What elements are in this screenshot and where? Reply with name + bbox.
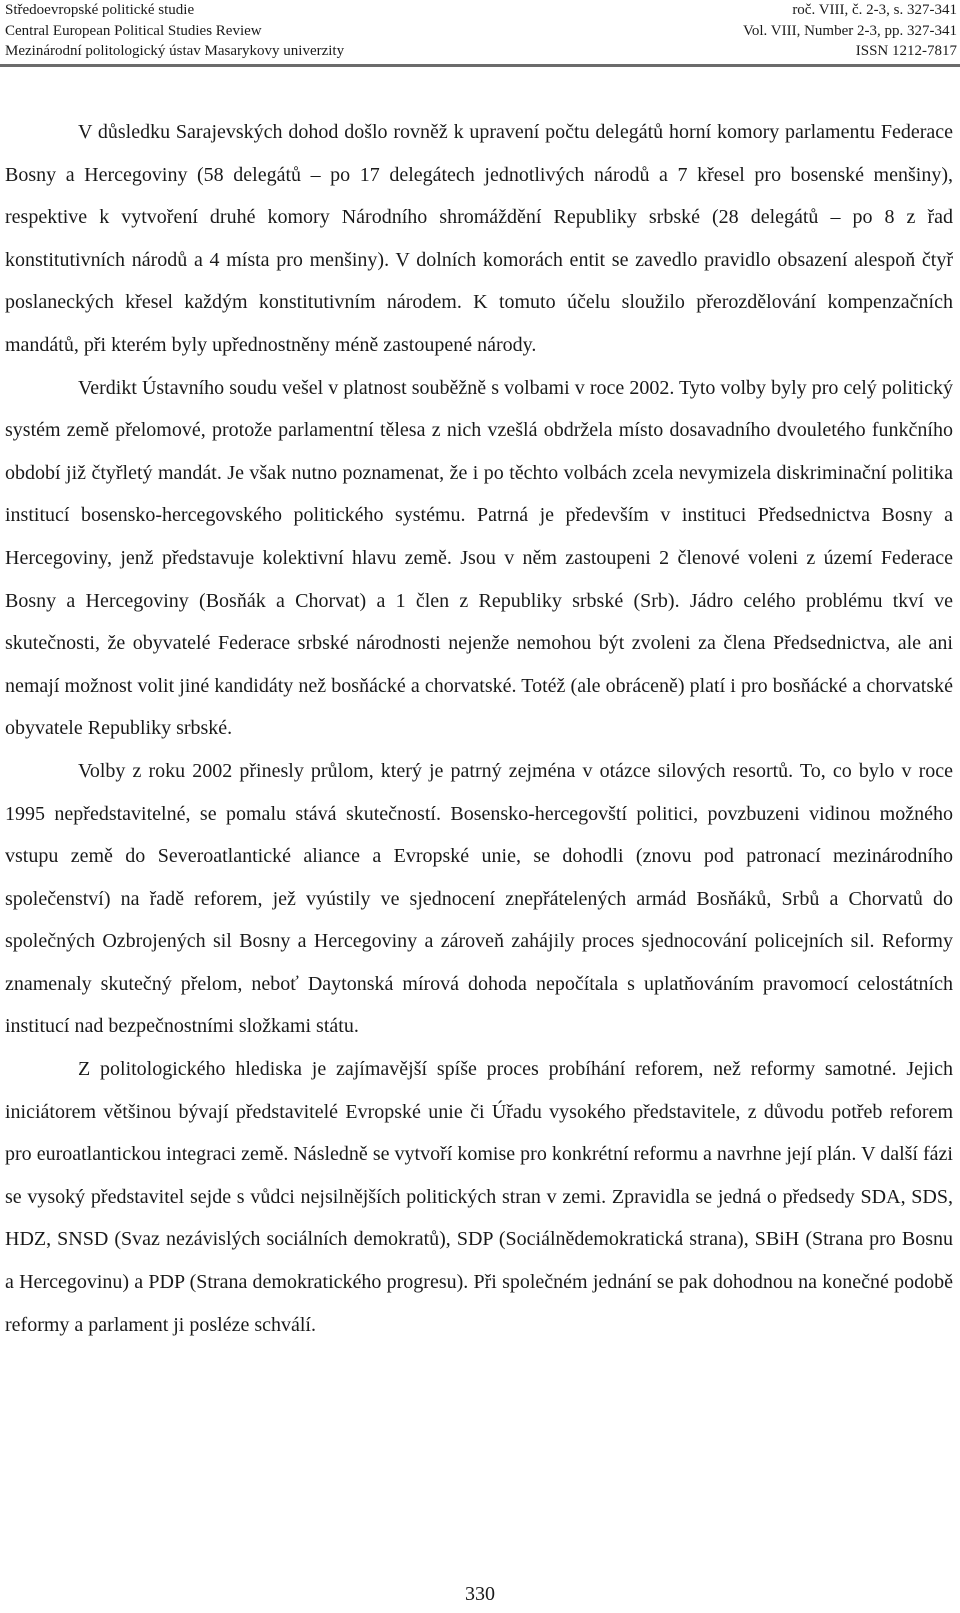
journal-title-en: Central European Political Studies Review bbox=[5, 22, 262, 39]
paragraph-1: V důsledku Sarajevských dohod došlo rovněž k upravení počtu delegátů horní komory parlamentu Federace Bosny a Hercegoviny (58 delegátů – po 17 delegátech jednotlivých národů a 7 křesel pro bosenské menšiny), respektive k vytvoření druhé komory Národního shromáždění Republiky srbské (28 delegátů – po 8 z řad konstitutivních národů a 4 místa pro menšiny). V dolních komorách entit se zavedlo pravidlo obsazení alespoň čtyř poslaneckých křesel každým konstitutivním národem. K tomuto účelu sloužilo přerozdělování kompenzačních mandátů, při kterém byly upřednostněny méně zastoupené národy. bbox=[5, 121, 953, 356]
header-row-2 bbox=[5, 21, 957, 42]
journal-title-cz: Středoevropské politické studie bbox=[5, 2, 195, 18]
issn: ISSN 1212-7817 bbox=[855, 43, 957, 59]
paragraph-3: Volby z roku 2002 přinesly průlom, který je patrný zejména v otázce silových resortů. To, co bylo v roce 1995 nepředstavitelné, se pomalu stává skutečností. Bosensko-hercegovští politici, povzbuzeni vidinou možného vstupu země do Severoatlantické aliance a Evropské unie, se dohodli (znovu pod patronací mezinárodního společenství) na řadě reforem, jež vyústily ve sjednocení znepřátelených armád Bosňáků, Srbů a Chorvatů do společných Ozbrojených sil Bosny a Hercegoviny a zároveň zahájily proces sjednocování policejních sil. Reformy znamenaly skutečný přelom, neboť Daytonská mírová dohoda nepočítala s uplatňováním pravomocí celostátních institucí nad bezpečnostními složkami státu. bbox=[5, 759, 953, 1038]
header-divider bbox=[0, 64, 960, 67]
header-row-3 bbox=[5, 41, 957, 62]
paragraph-4: Z politologického hlediska je zajímavější spíše proces probíhání reforem, než reformy samotné. Jejich iniciátorem většinou bývají představitelé Evropské unie či Úřadu vysokého představitele, z důvodu potřeb reforem pro euroatlantickou integraci země. Následně se vytvoří komise pro konkrétní reformu a navrhne její plán. V další fázi se vysoký představitel sejde s vůdci nejsilnějších politických stran v zemi. Zpravidla se jedná o předsedy SDA, SDS, HDZ, SNSD (Svaz nezávislých sociálních demokratů), SDP (Sociálnědemokratická strana), SBiH (Strana pro Bosnu a Hercegovinu) a PDP (Strana demokratického progresu). Při společném jednání se pak dohodnou na konečné podobě reformy a parlament ji posléze schválí. bbox=[5, 1058, 953, 1336]
header-row-1 bbox=[5, 0, 957, 21]
volume-en: Vol. VIII, Number 2-3, pp. 327-341 bbox=[742, 22, 957, 39]
institute-name: Mezinárodní politologický ústav Masarykovy univerzity bbox=[5, 43, 345, 59]
body-text bbox=[5, 111, 953, 1346]
volume-cz: roč. VIII, č. 2-3, s. 327-341 bbox=[792, 2, 957, 18]
paragraph-2: Verdikt Ústavního soudu vešel v platnost souběžně s volbami v roce 2002. Tyto volby byly pro celý politický systém země přelomové, protože parlamentní tělesa z nich vzešlá obdržela místo dosavadního dvouletého funkčního období již čtyřletý mandát. Je však nutno poznamenat, že i po těchto volbách zcela nevymizela diskriminační politika institucí bosensko-hercegovského politického systému. Patrná je především v instituci Předsednictva Bosny a Hercegoviny, jenž představuje kolektivní hlavu země. Jsou v něm zastoupeni 2 členové voleni z území Federace Bosny a Hercegoviny (Bosňák a Chorvat) a 1 člen z Republiky srbské (Srb). Jádro celého problému tkví ve skutečnosti, že obyvatelé Federace srbské národnosti nejenže nemohou být zvoleni za člena Předsednictva, ale ani nemají možnost volit jiné kandidáty než bosňácké a chorvatské. Totéž (ale obráceně) platí i pro bosňácké a chorvatské obyvatele Republiky srbské. bbox=[5, 376, 953, 740]
page-number: 330 bbox=[465, 1583, 495, 1605]
running-header bbox=[5, 0, 957, 62]
